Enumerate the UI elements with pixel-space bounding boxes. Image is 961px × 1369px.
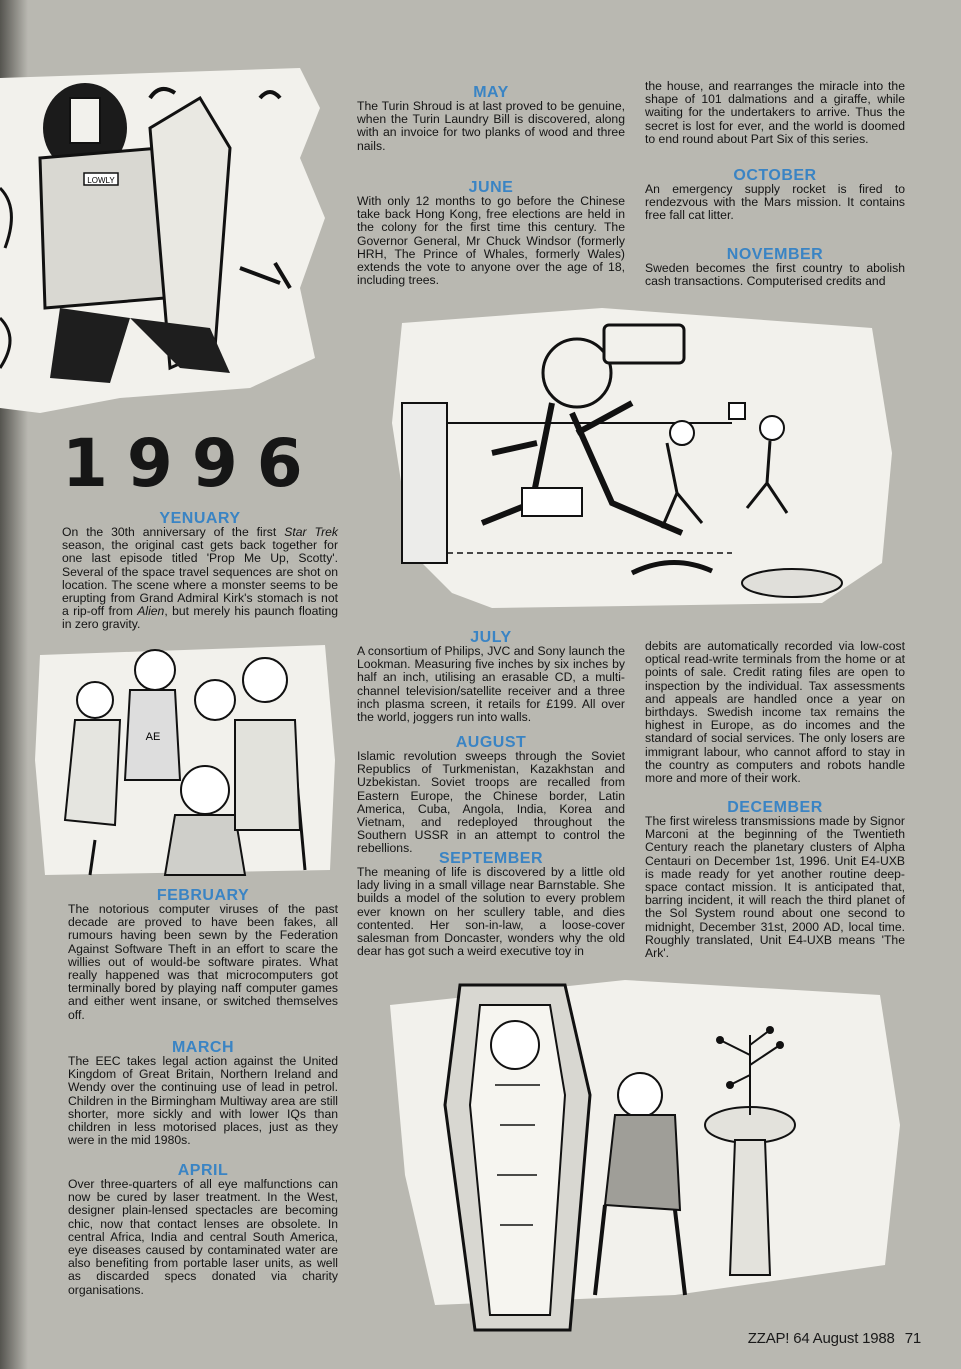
month-november-title: NOVEMBER <box>726 246 824 263</box>
month-september-title: SEPTEMBER <box>438 850 544 867</box>
coffin-illustration <box>375 975 915 1335</box>
month-february <box>68 888 338 1022</box>
month-february-text: The notorious computer viruses of the past decade are proved to have been fakes, all rumours having been sewn by the Federation Against Software Theft in an effort to scare the willies out of would-be software pirates. What really happened was that microcomputers got terminally bored by playing naff computer games and either went insane, or switched themselves off. <box>68 902 338 1022</box>
month-july <box>357 630 625 724</box>
month-september <box>357 851 625 958</box>
month-november <box>645 247 905 288</box>
november-continued-text: debits are automatically recorded via low-cost optical read-write terminals from the home or at points of sale. Credit rating files are open to inspection by the individual. Tax assessments and appeals are handled once a year on birthdays. Swedish income tax remains the highest in Europe, as do incomes and the standard of social services. The only losers are immigrant labour, who cannot afford to stay in the country as computers and robots handle more and more of their work. <box>645 639 905 786</box>
month-december-text: The first wireless transmissions made by Signor Marconi at the beginning of the Twentieth Century reach the planetary clusters of Alpha Centauri on December 1st, 1996. Unit E4-UXB is made ready for yet another routine deep-space contact mission. It is anticipated that, barring incident, it will reach the third planet of the Sol System round about one second to midnight, December 31st, 2000 AD, local time. Roughly translated, Unit E4-UXB means 'The Ark'. <box>645 814 905 961</box>
joggers-illustration <box>372 303 912 623</box>
month-april <box>68 1163 338 1297</box>
month-june-text: With only 12 months to go before the Chinese take back Hong Kong, free elections are held in the colony for the first time this century. The Governor General, Mr Chuck Windsor (formerly HRH, The Prince of Whales, formerly Wales) extends the vote to anyone over the age of 18, including trees. <box>357 194 625 288</box>
month-august-text: Islamic revolution sweeps through the Soviet Republics of Turkmenistan, Kazakhstan and Uzbekistan. Soviet troops are recalled from Eastern Europe, the Chinese border, Latin America, Cuba, Angola, India, Korea and Vietnam, and redeployed throughout the Southern USSR in an attempt to control the rebellions. <box>357 749 625 856</box>
star-trek-cast-illustration <box>35 640 340 880</box>
month-march <box>68 1040 338 1147</box>
shirt-label: AE <box>145 731 161 743</box>
month-may <box>357 85 625 153</box>
month-yenuary-title: YENUARY <box>159 510 241 527</box>
page-footer <box>738 1330 921 1347</box>
month-october-title: OCTOBER <box>733 167 817 184</box>
magazine-issue: ZZAP! 64 August 1988 <box>747 1330 895 1347</box>
month-march-text: The EEC takes legal action against the United Kingdom of Great Britain, Northern Ireland and Wendy over the continuing use of lead in petrol. Children in the Birmingham Multiway area are still shorter, more sickly and with lower IQs than children in less motorised places, just as they were in the mid 1980s. <box>68 1054 338 1148</box>
month-yenuary <box>62 511 338 632</box>
month-yenuary-text: On the 30th anniversary of the first Star Trek season, the original cast gets back together for one last episode titled 'Prop Me Up, Scotty'. Several of the space travel sequences are shot on location. The scene where a monster seems to be erupting from Grand Admiral Kirk's stomach is not a rip-off from Alien, but merely his paunch floating in zero gravity. <box>62 525 338 632</box>
month-july-text: A consortium of Philips, JVC and Sony launch the Lookman. Measuring five inches by six inches by half an inch, utilising an erasable CD, a multi-channel television/satellite receiver and a three inch plasma screen, it retails for £199. All over the world, joggers run into walls. <box>357 644 625 725</box>
year-heading: 1996 <box>62 425 322 502</box>
month-may-title: MAY <box>473 84 509 101</box>
month-october <box>645 168 905 223</box>
month-june-title: JUNE <box>468 179 514 196</box>
page-number: 71 <box>904 1330 921 1347</box>
month-february-title: FEBRUARY <box>156 887 250 904</box>
month-april-text: Over three-quarters of all eye malfunctions can now be cured by laser treatment. In the West, designer plain-lensed spectacles are becoming chic, now that contact lenses are obsolete. In central Africa, India and central South America, eye diseases caused by contaminated water are also benefiting from portable laser units, as well as discarded specs donated via charity organisations. <box>68 1177 338 1297</box>
month-july-title: JULY <box>470 629 512 646</box>
month-march-title: MARCH <box>171 1039 235 1056</box>
month-november-text: Sweden becomes the first country to abolish cash transactions. Computerised credits and <box>645 261 905 289</box>
month-may-text: The Turin Shroud is at last proved to be genuine, when the Turin Laundry Bill is discovered, along with an invoice for two planks of wood and three nails. <box>357 99 625 153</box>
riot-police-illustration <box>0 68 330 418</box>
september-continued-text: the house, and rearranges the miracle into the shape of 101 dalmations and a giraffe, while waiting for the undertakers to arrive. Thus the secret is lost for ever, and the world is doomed to end round about Part Six of this series. <box>645 79 905 146</box>
november-continued <box>645 640 905 785</box>
month-september-text: The meaning of life is discovered by a little old lady living in a small village near Barnstable. She builds a model of the solution to every problem ever known on her scullery table, and dies contented. Her son-in-law, a loose-cover salesman from Doncaster, wonders why the old dear has got such a weird executive toy in <box>357 865 625 959</box>
september-continued <box>645 80 905 146</box>
shield-label: LOWLY <box>87 176 115 185</box>
month-august-title: AUGUST <box>455 734 527 751</box>
month-december-title: DECEMBER <box>727 799 823 816</box>
month-june <box>357 180 625 287</box>
month-december <box>645 800 905 960</box>
month-august <box>357 735 625 856</box>
month-october-text: An emergency supply rocket is fired to rendezvous with the Mars mission. It contains free fall cat litter. <box>645 182 905 223</box>
month-april-title: APRIL <box>177 1162 229 1179</box>
